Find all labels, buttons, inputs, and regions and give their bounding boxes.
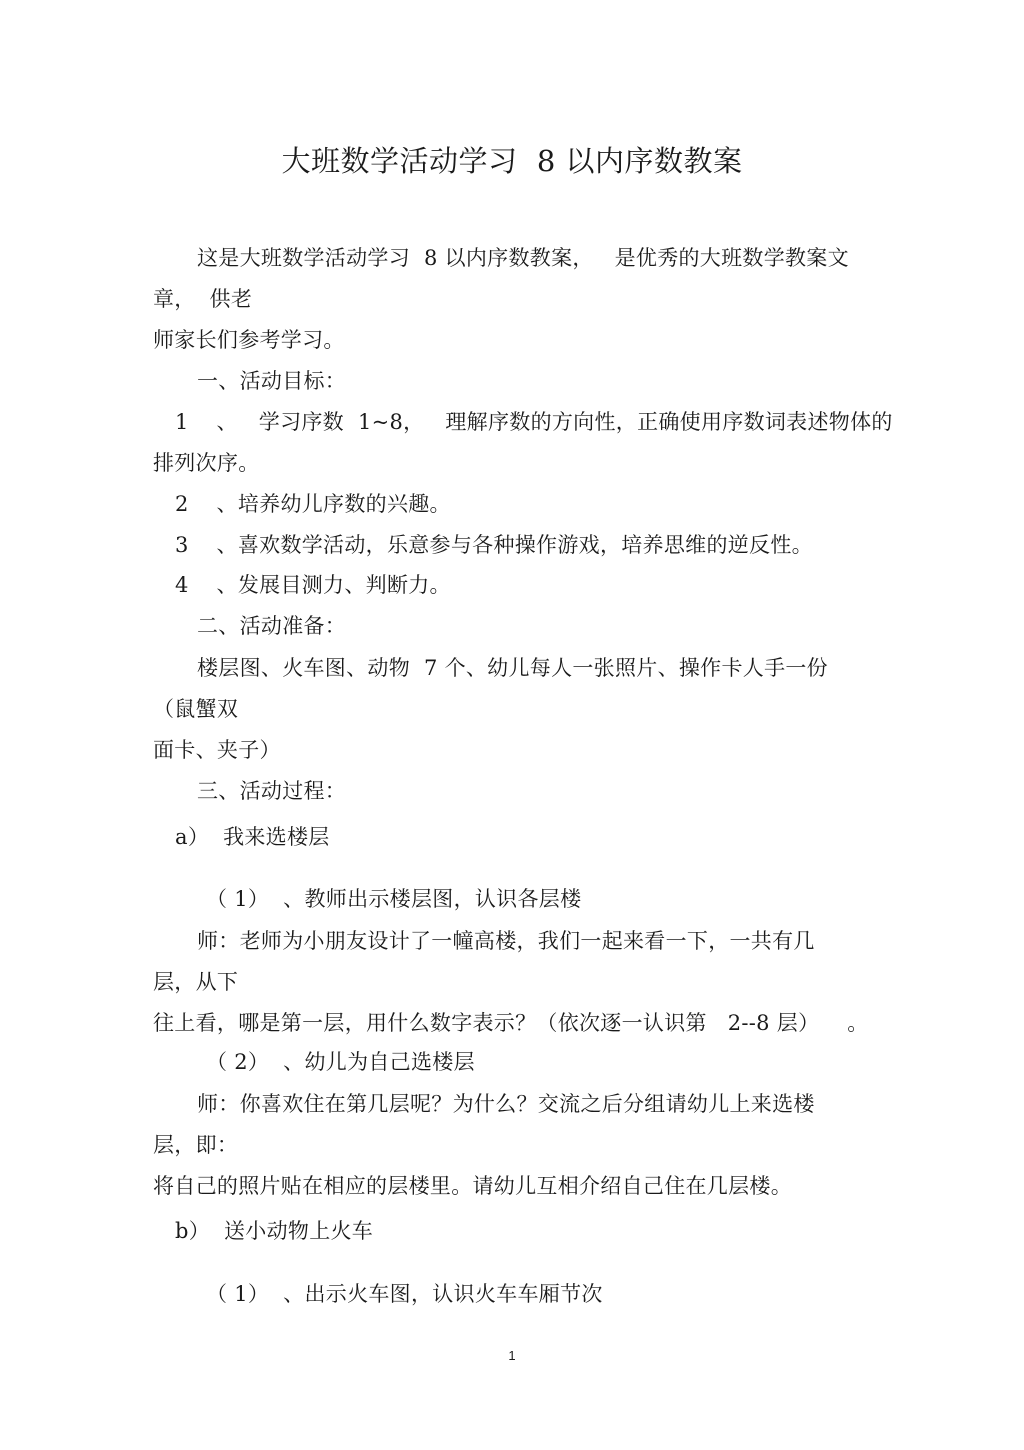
page-number: 1 — [508, 1348, 516, 1363]
paragraph-line: 师：你喜欢住在第几层呢？为什么？交流之后分组请幼儿上来选楼 — [197, 1092, 815, 1116]
paragraph-line: 排列次序。 — [153, 451, 260, 475]
list-item: 1 、 学习序数 1~8， 理解序数的方向性，正确使用序数词表述物体的 — [175, 410, 893, 434]
section-heading: 二、活动准备： — [197, 614, 347, 638]
subsection-heading: b） 送小动物上火车 — [175, 1219, 374, 1243]
step-heading: （ 2） 、幼儿为自己选楼层 — [206, 1050, 475, 1074]
section-heading: 三、活动过程： — [197, 779, 347, 803]
paragraph-line: 这是大班数学活动学习 8 以内序数教案， 是优秀的大班数学教案文 — [197, 246, 849, 270]
step-heading: （ 1） 、出示火车图，认识火车车厢节次 — [206, 1282, 603, 1306]
list-item: 4 、发展目测力、判断力。 — [175, 573, 451, 597]
paragraph-line: （鼠蟹双 — [153, 697, 239, 721]
paragraph-line: 师家长们参考学习。 — [153, 328, 345, 352]
document-title: 大班数学活动学习 8 以内序数教案 — [281, 144, 743, 178]
paragraph-line: 层，即： — [153, 1133, 239, 1157]
list-item: 2 、培养幼儿序数的兴趣。 — [175, 492, 451, 516]
paragraph-line: 往上看，哪是第一层，用什么数字表示？（依次逐一认识第 2--8 层） 。 — [153, 1011, 869, 1035]
list-item: 3 、喜欢数学活动，乐意参与各种操作游戏，培养思维的逆反性。 — [175, 533, 813, 557]
subsection-heading: a） 我来选楼层 — [175, 825, 330, 849]
paragraph-line: 师：老师为小朋友设计了一幢高楼，我们一起来看一下，一共有几 — [197, 929, 815, 953]
step-heading: （ 1） 、教师出示楼层图，认识各层楼 — [206, 887, 582, 911]
paragraph-line: 将自己的照片贴在相应的层楼里。请幼儿互相介绍自己住在几层楼。 — [153, 1174, 792, 1198]
paragraph-line: 楼层图、火车图、动物 7 个、幼儿每人一张照片、操作卡人手一份 — [197, 656, 828, 680]
paragraph-line: 面卡、夹子） — [153, 738, 281, 762]
section-heading: 一、活动目标： — [197, 369, 347, 393]
paragraph-line: 层，从下 — [153, 970, 239, 994]
paragraph-line: 章， 供老 — [153, 287, 253, 311]
